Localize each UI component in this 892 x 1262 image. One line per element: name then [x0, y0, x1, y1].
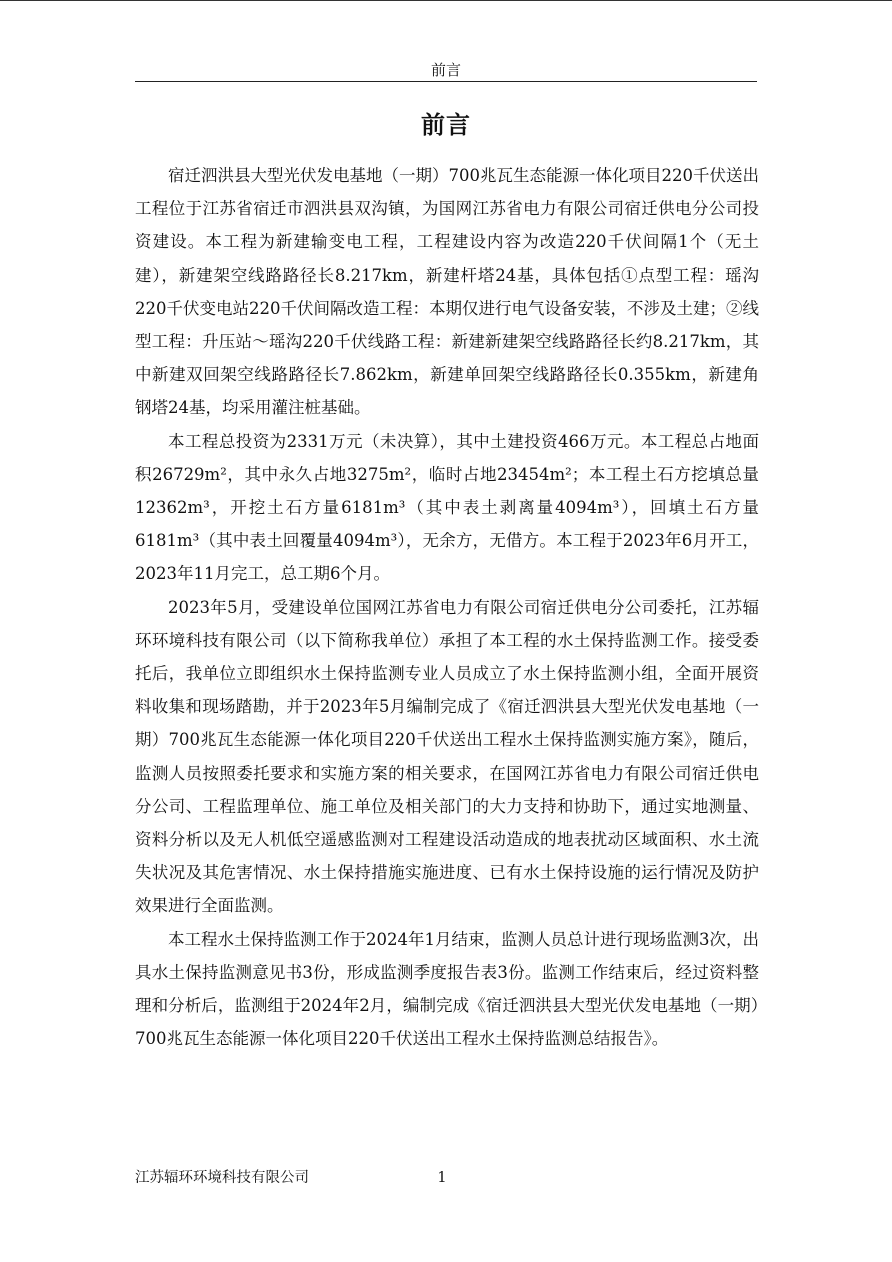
paragraph-monitoring-commission: 2023年5月，受建设单位国网江苏省电力有限公司宿迁供电分公司委托，江苏辐环环境科技有限公司（以下简称我单位）承担了本工程的水土保持监测工作。接受委托后，我单位立即组织水土保持监测专业人员成立了水土保持监测小组，全面开展资料收集和现场踏勘，并于2023年5月编制完成了《宿迁泗洪县大型光伏发电基地（一期）700兆瓦生态能源一体化项目220千伏送出工程水土保持监测实施方案》，随后，监测人员按照委托要求和实施方案的相关要求，在国网江苏省电力有限公司宿迁供电分公司、工程监理单位、施工单位及相关部门的大力支持和协助下，通过实地测量、资料分析以及无人机低空遥感监测对工程建设活动造成的地表扰动区域面积、水土流失状况及其危害情况、水土保持措施实施进度、已有水土保持设施的运行情况及防护效果进行全面监测。: [135, 597, 759, 916]
page-title: 前言: [421, 110, 471, 139]
footer-company-name: 江苏辐环环境科技有限公司: [135, 1170, 309, 1186]
paragraph-investment-and-earthwork: 本工程总投资为2331万元（未决算），其中土建投资466万元。本工程总占地面积26729m²，其中永久占地3275m²，临时占地23454m²；本工程土石方挖填总量12362m³，开挖土石方量6181m³（其中表土剥离量4094m³），回填土石方量6181m³（其中表土回覆量4094m³），无余方，无借方。本工程于2023年6月开工，2023年11月完工，总工期6个月。: [135, 431, 759, 584]
paragraph-project-overview: 宿迁泗洪县大型光伏发电基地（一期）700兆瓦生态能源一体化项目220千伏送出工程位于江苏省宿迁市泗洪县双沟镇，为国网江苏省电力有限公司宿迁供电分公司投资建设。本工程为新建输变电工程，工程建设内容为改造220千伏间隔1个（无土建），新建架空线路路径长8.217km，新建杆塔24基，具体包括①点型工程：瑶沟220千伏变电站220千伏间隔改造工程：本期仅进行电气设备安装，不涉及土建；②线型工程：升压站～瑶沟220千伏线路工程：新建新建架空线路路径长约8.217km，其中新建双回架空线路路径长7.862km，新建单回架空线路路径长0.355km，新建角钢塔24基，均采用灌注桩基础。: [135, 166, 759, 418]
running-header: 前言: [430, 61, 461, 79]
body-text: [135, 159, 759, 1055]
footer-page-number: 1: [437, 1170, 447, 1186]
header-divider: [135, 81, 757, 82]
paragraph-monitoring-conclusion: 本工程水土保持监测工作于2024年1月结束，监测人员总计进行现场监测3次，出具水土保持监测意见书3份，形成监测季度报告表3份。监测工作结束后，经过资料整理和分析后，监测组于2024年2月，编制完成《宿迁泗洪县大型光伏发电基地（一期）700兆瓦生态能源一体化项目220千伏送出工程水土保持监测总结报告》。: [135, 929, 759, 1049]
page-top-border: [0, 0, 892, 1]
